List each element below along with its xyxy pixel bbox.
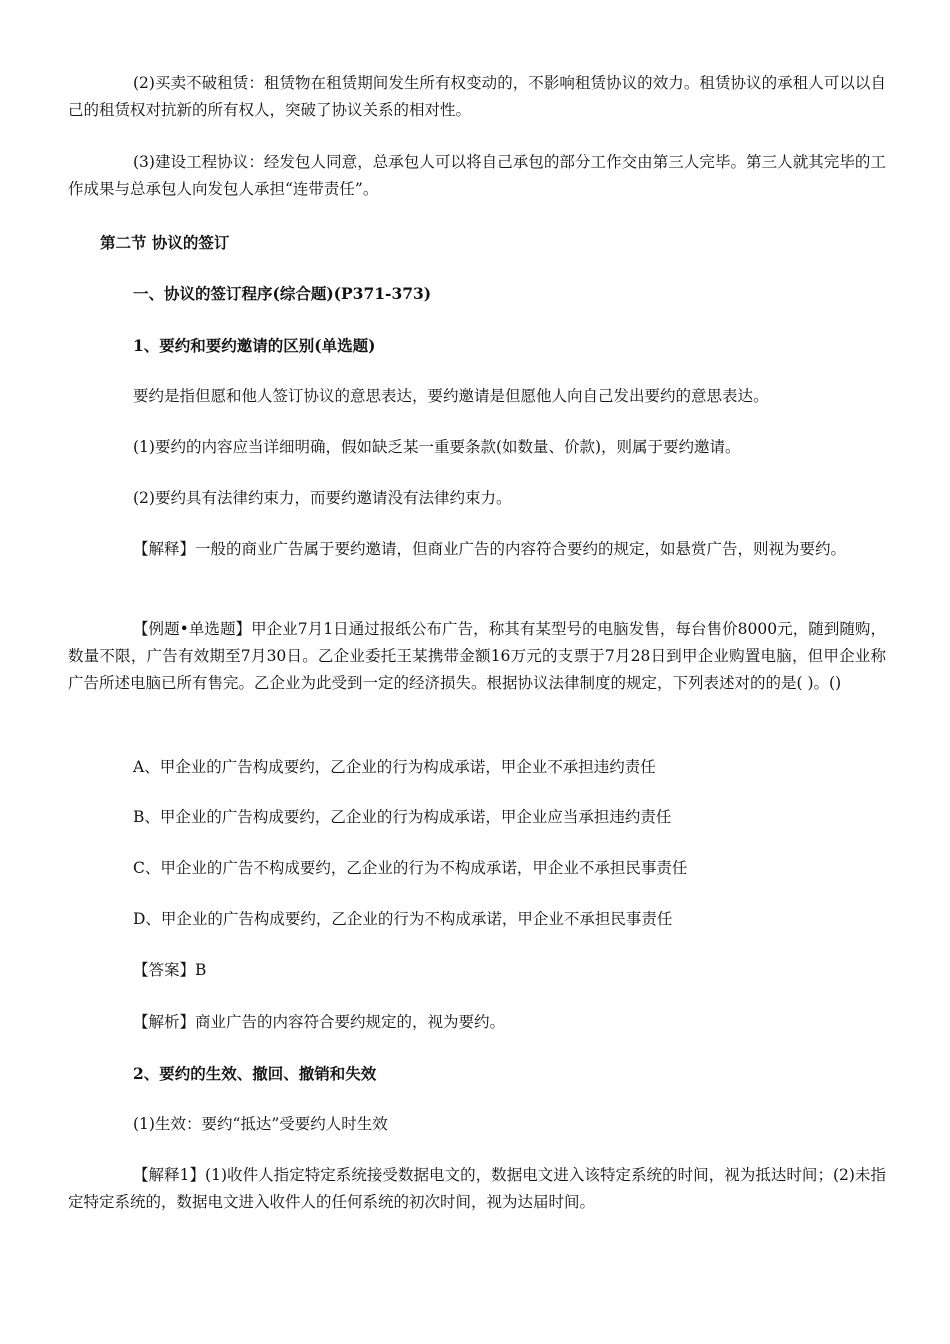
option-d: D、甲企业的广告构成要约，乙企业的行为不构成承诺，甲企业不承担民事责任	[133, 910, 673, 928]
answer: 【答案】B	[133, 961, 207, 979]
section-heading: 第二节 协议的签订	[100, 233, 230, 252]
topic-heading-offer-effect: 2、要约的生效、撤回、撤销和失效	[133, 1064, 377, 1083]
paragraph-construction-agreement: (3)建设工程协议：经发包人同意，总承包人可以将自己承包的部分工作交由第三人完毕。第三人就其完毕的工作成果与总承包人向发包人承担“连带责任”。	[68, 153, 886, 198]
option-b: B、甲企业的广告构成要约，乙企业的行为构成承诺，甲企业应当承担违约责任	[133, 808, 672, 826]
paragraph-explanation-1: 【解释1】(1)收件人指定特定系统接受数据电文的，数据电文进入该特定系统的时间，视为抵达时间；(2)未指定特定系统的，数据电文进入收件人的任何系统的初次时间，视为达届时间。	[68, 1166, 886, 1211]
paragraph-explanation: 【解释】一般的商业广告属于要约邀请，但商业广告的内容符合要约的规定，如悬赏广告，则视为要约。	[133, 540, 847, 558]
paragraph-offer-definition: 要约是指但愿和他人签订协议的意思表达，要约邀请是但愿他人向自己发出要约的意思表达。	[133, 387, 769, 405]
topic-heading-offer-vs-invitation: 1、要约和要约邀请的区别(单选题)	[133, 336, 376, 355]
subsection-heading: 一、协议的签订程序(综合题)(P371-373)	[133, 284, 432, 303]
paragraph-offer-effective: (1)生效：要约“抵达”受要约人时生效	[133, 1115, 388, 1133]
example-question: 【例题•单选题】甲企业7月1日通过报纸公布广告，称其有某型号的电脑发售，每台售价8000元，随到随购，数量不限，广告有效期至7月30日。乙企业委托王某携带金额16万元的支票于7月28日到甲企业购置电脑，但甲企业称广告所述电脑已所有售完。乙企业为此受到一定的经济损失。根据协议法律制度的规定，下列表述对的的是( )。()	[68, 620, 886, 692]
paragraph-offer-binding: (2)要约具有法律约束力，而要约邀请没有法律约束力。	[133, 489, 512, 507]
paragraph-offer-content: (1)要约的内容应当详细明确，假如缺乏某一重要条款(如数量、价款)，则属于要约邀请。	[133, 438, 741, 456]
analysis: 【解析】商业广告的内容符合要约规定的，视为要约。	[133, 1013, 506, 1031]
option-a: A、甲企业的广告构成要约，乙企业的行为构成承诺，甲企业不承担违约责任	[133, 758, 656, 776]
paragraph-sale-not-break-lease: (2)买卖不破租赁：租赁物在租赁期间发生所有权变动的，不影响租赁协议的效力。租赁协议的承租人可以以自己的租赁权对抗新的所有权人，突破了协议关系的相对性。	[68, 74, 886, 119]
option-c: C、甲企业的广告不构成要约，乙企业的行为不构成承诺，甲企业不承担民事责任	[133, 859, 688, 877]
